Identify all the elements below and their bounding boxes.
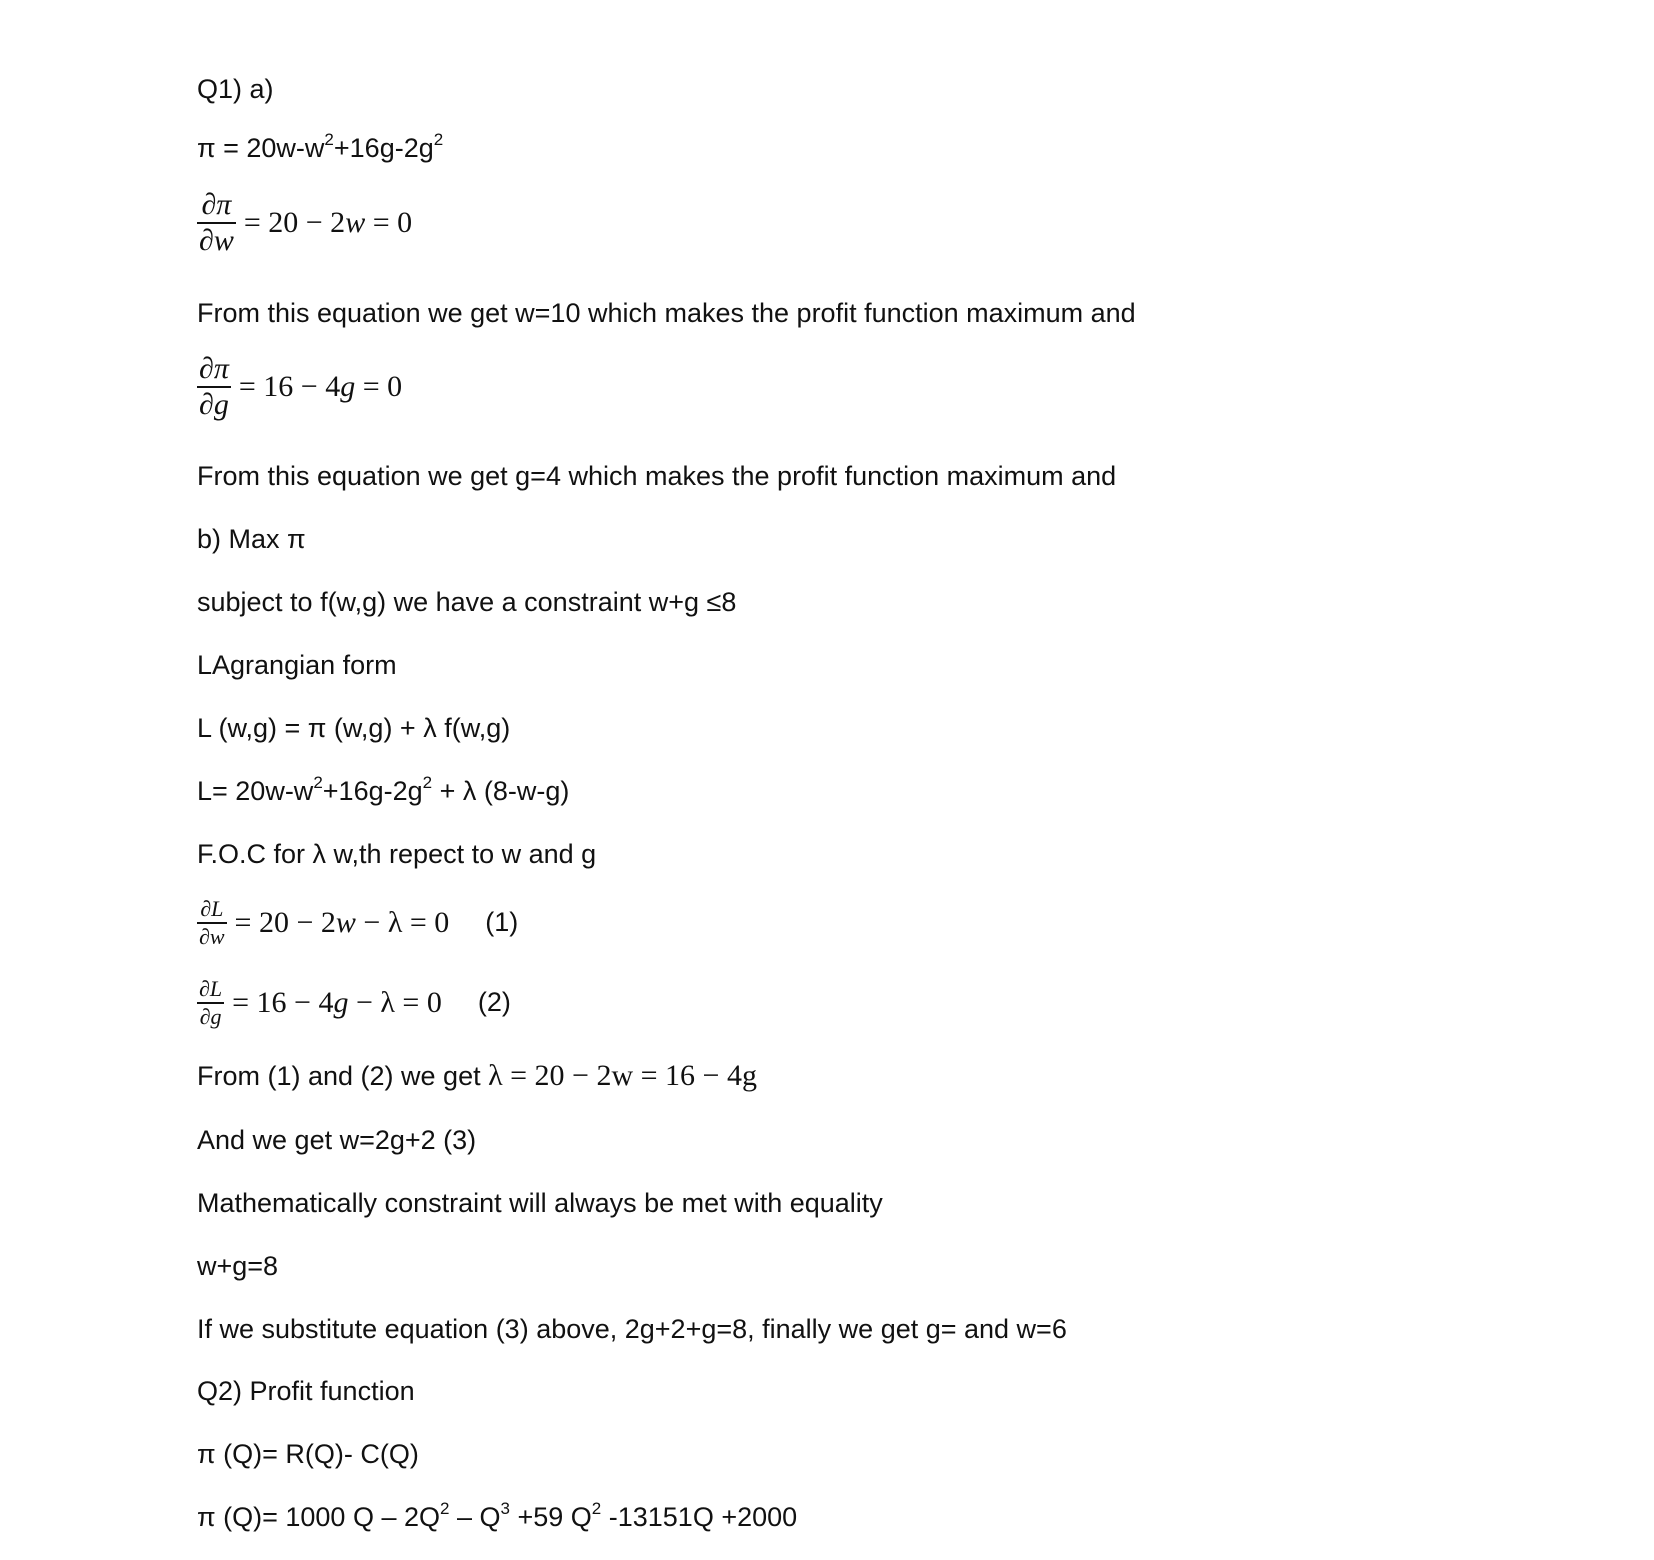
superscript: 2 bbox=[422, 773, 433, 792]
fraction-denominator: ∂w bbox=[199, 923, 225, 949]
fraction-numerator: ∂L bbox=[199, 976, 223, 1001]
w-relation-text: And we get w=2g+2 (3) bbox=[197, 1125, 477, 1155]
superscript: 2 bbox=[440, 1499, 450, 1518]
superscript: 2 bbox=[324, 130, 334, 149]
rhs-part: = 16 − 4 bbox=[232, 985, 334, 1019]
w-result-text: From this equation we get w=10 which makes the profit function maximum and bbox=[197, 298, 1136, 328]
g-result-text: From this equation we get g=4 which makes the profit function maximum and bbox=[197, 461, 1117, 491]
fraction-numerator: ∂π bbox=[199, 352, 229, 385]
lagrangian-form-label: LAgrangian form bbox=[197, 650, 397, 680]
lagrangian-dw-equation bbox=[197, 896, 518, 950]
derivative-w-equation bbox=[197, 188, 412, 258]
equation-rhs bbox=[239, 370, 402, 404]
q2-expression bbox=[197, 1500, 797, 1534]
lagrangian-part: +16g-2g bbox=[322, 776, 423, 806]
profit-fn-part: π = 20w-w bbox=[197, 133, 325, 163]
rhs-part: − λ = 0 bbox=[348, 985, 442, 1019]
q2-expr-part: π (Q)= 1000 Q – 2Q bbox=[197, 1502, 440, 1532]
profit-fn-part: +16g-2g bbox=[333, 133, 434, 163]
fraction bbox=[197, 976, 224, 1030]
fraction bbox=[197, 896, 227, 950]
fraction-denominator: ∂w bbox=[199, 223, 234, 257]
combine-prefix: From (1) and (2) we get bbox=[197, 1061, 489, 1091]
binding-constraint: w+g=8 bbox=[197, 1251, 279, 1281]
q2-expr-part: -13151Q +2000 bbox=[601, 1502, 798, 1532]
lagrangian-specific bbox=[197, 774, 569, 808]
combine-math: λ = 20 − 2w = 16 − 4g bbox=[488, 1059, 757, 1092]
q2-heading: Q2) Profit function bbox=[197, 1376, 415, 1406]
substitution-text: If we substitute equation (3) above, 2g+2+g=8, finally we get g= and w=6 bbox=[197, 1314, 1067, 1344]
equation-rhs bbox=[244, 206, 412, 240]
profit-function bbox=[197, 131, 443, 165]
fraction-denominator: ∂g bbox=[199, 1003, 222, 1029]
variable: w bbox=[345, 205, 366, 239]
equation-rhs bbox=[235, 906, 450, 940]
equality-note-text: Mathematically constraint will always be met with equality bbox=[197, 1188, 883, 1218]
fraction-numerator: ∂L bbox=[200, 896, 224, 921]
fraction-denominator: ∂g bbox=[199, 387, 229, 421]
q2-definition: π (Q)= R(Q)- C(Q) bbox=[197, 1439, 419, 1469]
rhs-part: = 20 − 2 bbox=[243, 205, 346, 239]
fraction bbox=[197, 352, 231, 422]
superscript: 2 bbox=[433, 130, 444, 149]
fraction bbox=[197, 188, 236, 258]
rhs-part: = 0 bbox=[355, 369, 403, 403]
equation-tag: (2) bbox=[477, 987, 511, 1018]
equation-rhs bbox=[232, 986, 442, 1020]
constraint-text: subject to f(w,g) we have a constraint w+g ≤8 bbox=[197, 587, 737, 617]
lagrangian-general: L (w,g) = π (w,g) + λ f(w,g) bbox=[197, 713, 511, 743]
rhs-part: = 16 − 4 bbox=[238, 369, 341, 403]
superscript: 2 bbox=[313, 773, 323, 792]
q1b-heading: b) Max π bbox=[197, 524, 306, 554]
q2-expr-part: – Q bbox=[449, 1502, 501, 1532]
foc-text: F.O.C for λ w,th repect to w and g bbox=[197, 839, 597, 869]
rhs-part: − λ = 0 bbox=[355, 905, 450, 939]
fraction-numerator: ∂π bbox=[201, 188, 232, 221]
variable: g bbox=[333, 985, 349, 1019]
lagrangian-part: + λ (8-w-g) bbox=[432, 776, 570, 806]
rhs-part: = 20 − 2 bbox=[234, 905, 336, 939]
superscript: 2 bbox=[591, 1499, 602, 1518]
equation-tag: (1) bbox=[485, 907, 519, 938]
lagrangian-part: L= 20w-w bbox=[197, 776, 314, 806]
variable: w bbox=[335, 905, 356, 939]
q2-expr-part: +59 Q bbox=[509, 1502, 592, 1532]
rhs-part: = 0 bbox=[365, 205, 413, 239]
combine-text bbox=[197, 1059, 757, 1093]
variable: g bbox=[340, 369, 356, 403]
lagrangian-dg-equation bbox=[197, 976, 511, 1030]
q1a-heading: Q1) a) bbox=[197, 74, 274, 104]
derivative-g-equation bbox=[197, 352, 402, 422]
superscript: 3 bbox=[500, 1499, 510, 1518]
